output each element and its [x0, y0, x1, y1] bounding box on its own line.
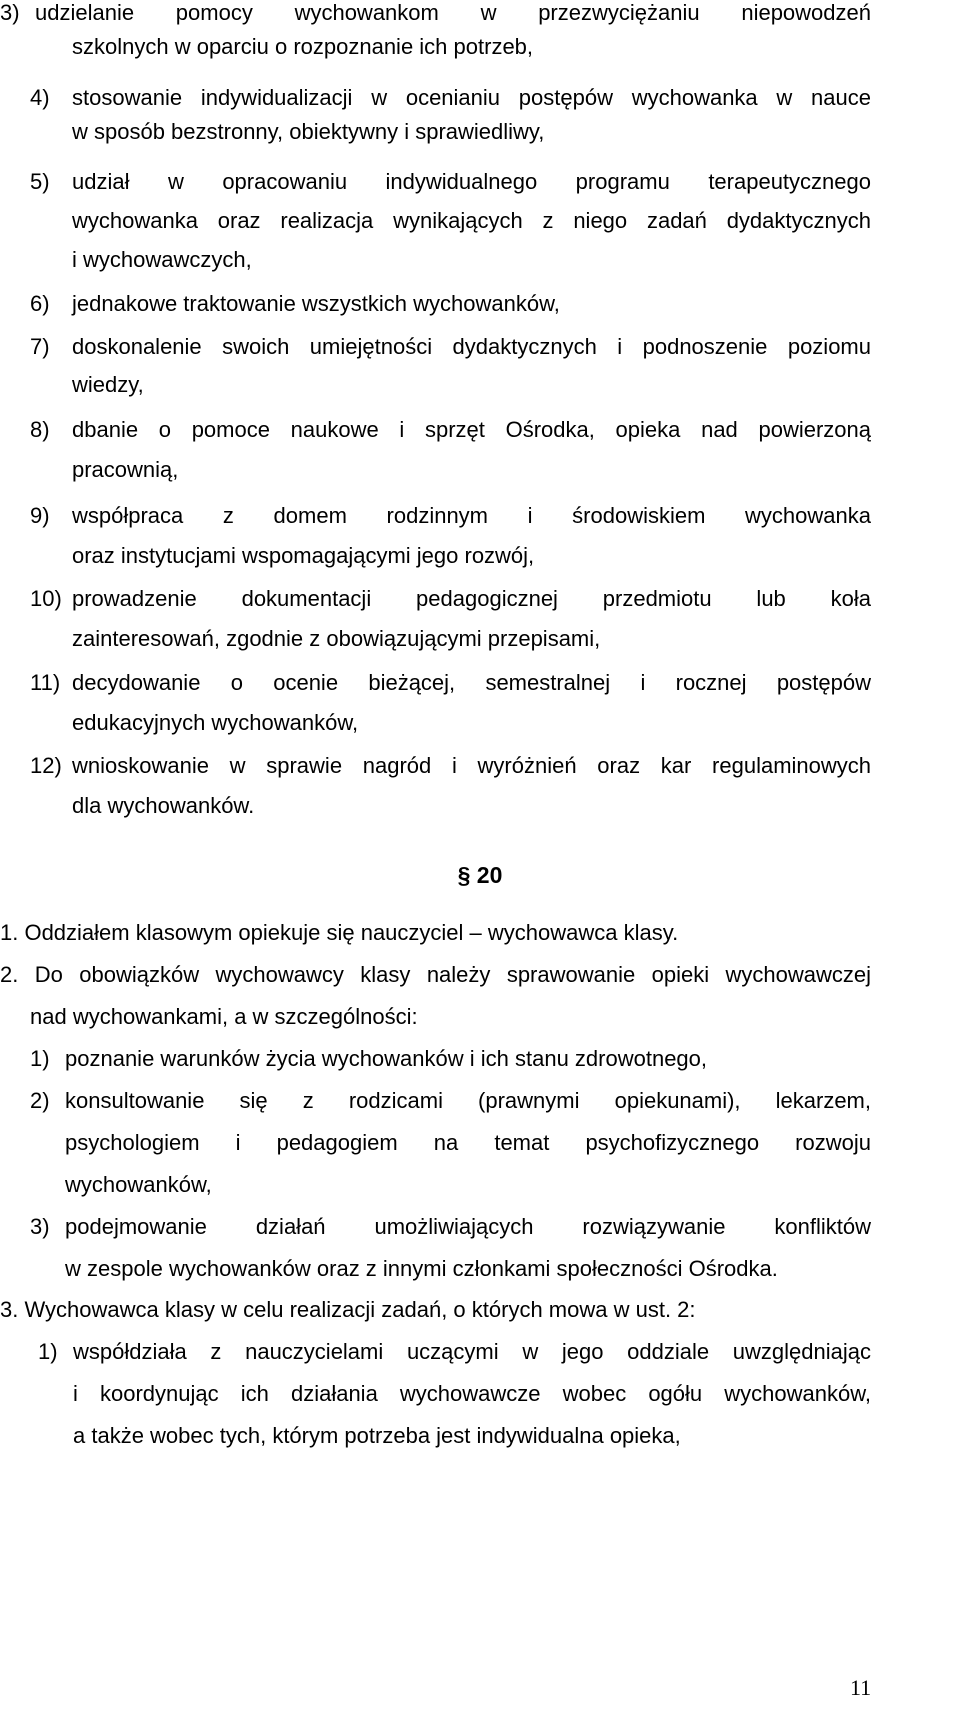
paragraph: 3. Wychowawca klasy w celu realizacji zadań, o których mowa w ust. 2: [0, 1297, 696, 1322]
list-item-line: w zespole wychowanków oraz z innymi członkami społeczności Ośrodka. [65, 1256, 778, 1281]
list-item-line: szkolnych w oparciu o rozpoznanie ich potrzeb, [72, 34, 534, 59]
list-number: 8) [30, 417, 50, 442]
list-number: 9) [30, 503, 50, 528]
list-item-line: wnioskowanie w sprawie nagród i wyróżnień oraz kar regulaminowych [72, 753, 871, 778]
list-item-line: konsultowanie się z rodzicami (prawnymi opiekunami), lekarzem, [65, 1088, 871, 1113]
list-number: 4) [30, 85, 50, 110]
list-item-line: współdziała z nauczycielami uczącymi w jego oddziale uwzględniając [73, 1339, 871, 1364]
list-item-line: pracownią, [72, 457, 179, 482]
list-item-line: decydowanie o ocenie bieżącej, semestralnej i rocznej postępów [72, 670, 871, 695]
list-number: 3) [0, 0, 20, 25]
section-title: § 20 [457, 862, 503, 888]
list-item-line: stosowanie indywidualizacji w ocenianiu postępów wychowanka w nauce [72, 85, 871, 110]
list-item-line: a także wobec tych, którym potrzeba jest indywidualna opieka, [73, 1423, 681, 1448]
list-item-line: oraz instytucjami wspomagającymi jego rozwój, [72, 543, 535, 568]
page-number: 11 [850, 1675, 872, 1700]
list-item-line: edukacyjnych wychowanków, [72, 710, 359, 735]
list-item-line: udzielanie pomocy wychowankom w przezwyciężaniu niepowodzeń [35, 0, 871, 25]
list-item-line: współpraca z domem rodzinnym i środowiskiem wychowanka [72, 503, 871, 528]
list-item-line: i koordynując ich działania wychowawcze wobec ogółu wychowanków, [73, 1381, 871, 1406]
list-item-line: wychowanka oraz realizacja wynikających z niego zadań dydaktycznych [72, 208, 871, 233]
list-item-line: dla wychowanków. [72, 793, 255, 818]
list-item-line: doskonalenie swoich umiejętności dydaktycznych i podnoszenie poziomu [72, 334, 871, 359]
list-item-line: psychologiem i pedagogiem na temat psychofizycznego rozwoju [65, 1130, 871, 1155]
list-item-line: prowadzenie dokumentacji pedagogicznej przedmiotu lub koła [72, 586, 871, 611]
list-item-line: poznanie warunków życia wychowanków i ich stanu zdrowotnego, [65, 1046, 708, 1071]
paragraph: 2. Do obowiązków wychowawcy klasy należy sprawowanie opieki wychowawczej [0, 962, 871, 987]
list-number: 3) [30, 1214, 50, 1239]
list-number: 5) [30, 169, 50, 194]
list-number: 6) [30, 291, 50, 316]
list-item-line: jednakowe traktowanie wszystkich wychowanków, [72, 291, 560, 316]
list-item-line: i wychowawczych, [72, 247, 252, 272]
paragraph: 1. Oddziałem klasowym opiekuje się nauczyciel – wychowawca klasy. [0, 920, 679, 945]
list-number: 1) [30, 1046, 50, 1071]
list-item-line: udział w opracowaniu indywidualnego programu terapeutycznego [72, 169, 871, 194]
list-item-line: zainteresowań, zgodnie z obowiązującymi przepisami, [72, 626, 601, 651]
list-number: 10) [30, 586, 62, 611]
list-item-line: w sposób bezstronny, obiektywny i sprawiedliwy, [72, 119, 545, 144]
list-number: 1) [38, 1339, 58, 1364]
list-item-line: dbanie o pomoce naukowe i sprzęt Ośrodka, opieka nad powierzoną [72, 417, 871, 442]
list-number: 11) [30, 670, 61, 695]
list-item-line: podejmowanie działań umożliwiających rozwiązywanie konfliktów [65, 1214, 871, 1239]
list-item-line: wychowanków, [65, 1172, 212, 1197]
paragraph: nad wychowankami, a w szczególności: [30, 1004, 418, 1029]
list-number: 12) [30, 753, 62, 778]
list-number: 7) [30, 334, 50, 359]
list-item-line: wiedzy, [72, 372, 144, 397]
list-number: 2) [30, 1088, 50, 1113]
